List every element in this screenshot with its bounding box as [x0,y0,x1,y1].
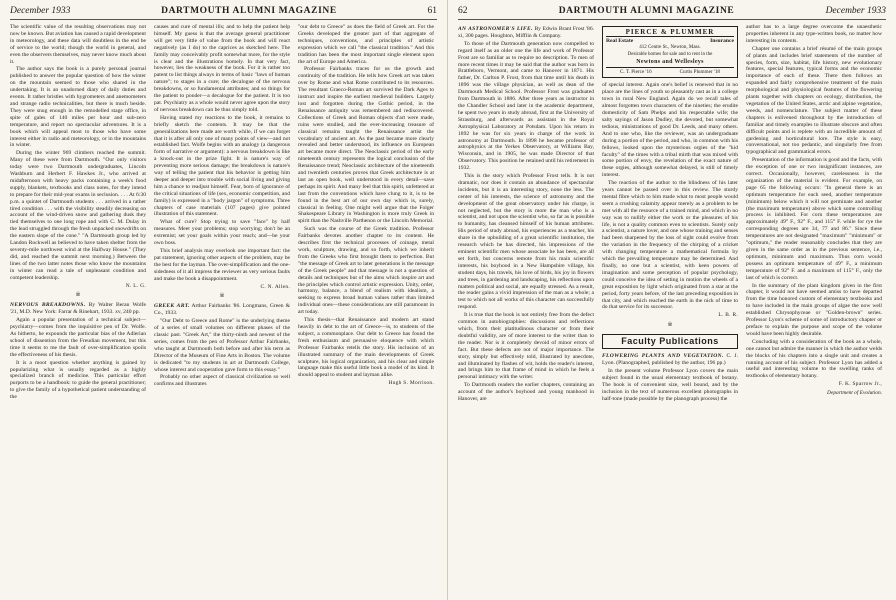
page-header-left [10,6,437,20]
paragraph: In the summary of the plant kingdom given in the first chapter, it would not have seemed amiss to have departed from the time honored custom of elementary textbooks and to have included in the main groups of algae the now well established Chrysophyceae or "Golden-brown" series. Professor Lyon's scheme of some of introductory chapter or preface to explain the purpose and scope of the volume would have been highly desirable. [746,282,882,337]
column-1 [10,24,146,594]
paragraph: This is the story which Professor Frost tells. It is not dramatic, nor does it contain an abundance of spectacular incidents, but it is an interesting story, none the less. The center of his interests, the science of astronomy and the development of the great observatory under his charge, is not neglected, but the story is more the man who is a scientist, and not upon the scientist who, so far as is possible to humanity, has cleansed himself of his human attributes. His period of study abroad, his experiences as a teacher, his share in the upbuilding of a great scientific institution, the research which he has directed, his impressions of the eminent scientific men whose associate he has been, are all set forth, but concerns remote from his main scientific interests, his boyhood in a New Hampshire village, his student days, his travels, his love of birds, his joy in flowers and trees, in gardening and landscaping, his reflections upon matters political and social, are equally stressed. As a result, the reader gains a vivid impression of the man as a whole; a test to which not all works of this character can successfully respond. [458,173,594,311]
paragraph: author has to a large degree overcome the unaesthetic properties inherent in any type-written book, no matter how interesting its contents. [746,24,882,44]
paragraph: causes and cure of mental ills; and to help the patient help himself. My guess is that the average general practitioner will get very little of value from the book and will react negatively (as I do) to the caprices as sketched here. The family may conceivably profit somewhat more, for the style is clear and the illustrations homely. In that very fact, however, lies the weakness of the book. For it is rather too patent to list things always in terms of basic "laws of human nature"; to stages in a cure; the decalogue of the nervous breakdowns, or so fundamental attributes; and so things for the patient to ponder—a decalogue for the patient. It is too pat. Psychiatry as a whole would never agree upon the story of nervous breakdown can be thus simply told. [154,24,290,113]
page-number: 61 [427,6,437,16]
header-magazine-title: DARTMOUTH ALUMNI MAGAZINE [161,6,337,16]
column-2 [154,24,290,594]
book-byline: By Walter Beran Wolfe '21, M.D. New York: Farrar & Rinehart, 1933. xv, 240 pp. [10,302,146,316]
paragraph: of special interest. Again one's belief is renewed that in no place are the lines of youth so pleasantly cast as in a college town in rural New England. Again do we recall tales of almost forgotten town characters of the nineties; the erudite domesticity of Sam Phelps and his respectable wife; the salty sayings of Jason Dudley, the devoted, but somewhat tedious, ministrations of good Dr. Leeds, and many others. And to one who, like the reviewer, was an undergraduate during a portion of the period, and who, in common with his fellows, looked upon the mysterious orgies of the "kid faculty" of the times with a tribal mirth that was mixed with some portion of envy, the revelation of the exact nature of these orgies, although somewhat delayed, is still of timely interest. [602,82,738,179]
ad-tagline: Desirable homes for sale and to rent in the [627,51,713,57]
text-columns [10,24,437,594]
header-magazine-title: DARTMOUTH ALUMNI MAGAZINE [558,6,735,16]
ad-services [606,38,734,45]
reviewer-signature: C. N. Allen. [260,283,290,290]
column-1 [458,24,594,594]
section-separator-icon: ※ [219,293,225,300]
paragraph: Chapter one contains a brief résumé of the main groups of plants and includes brief statements of the number of species, form, size, habitat, life history, new evolutionary features, special features, typical forms and the economic importance of each of these. There then follows an expanded and fairly comprehensive treatment of the main morphological and physiological features of the flowering plants together with chapters on ecology, distribution, the vegetation of the United States, arctic and alpine vegetation, weeds, and nomenclature. The subject matter of these chapters is enlivened throughout by the introduction of familiar and timely examples to illustrate obscure and often difficult points and is replete with an incredible amount of gardening and horticultural lore. The style is easy, conversational, not too pedantic, and singularly free from typographical and grammatical errors. [746,45,882,156]
reviewer-signature: Hugh S. Morrison. [388,380,434,387]
book-byline: By Edwin Brant Frost '86. xi, 300 pages. Houghton, Mifflin & Company. [458,26,594,39]
faculty-publications-heading: Faculty Publications [602,334,738,349]
paragraph: What of cure? Stop trying to save "face" by half measures. Meet your problems; stop worrying; don't be an extremist; set your goals within your reach; and—be your own boss. [154,219,290,247]
section-separator-icon: ※ [75,292,81,299]
advertisement-box [602,26,738,78]
book-title: NERVOUS BREAKDOWNS. [10,302,86,309]
page-header-right [458,6,886,20]
right-page [448,0,896,600]
book-title: AN ASTRONOMER'S LIFE. [458,26,533,32]
paragraph: Presentation of the information is good and the facts, with the exception of one or two insignificant instances, are correct. Occasionally, however, carelessness in the organization of the material is evident. For example, on page 65 the following occurs: "In general there is an optimum temperature for each seed, another temperature (minimum) below which it will not germinate and another (the maximum temperature) above which some controlling process is inhibited. For corn these temperatures are approximately 49° F., 92° F., and 115° F. while for rye the corresponding degrees are 34, 77 and 86." Since these temperatures are not designated "maximum" "minimum" or "optimum," the reader reasonably concludes that they are given in the same order as in the previous sentence, i.e., optimum, minimum and maximum. Thus corn would possess an optimum temperature of 49° F., a minimum temperature of 92° F. and a maximum of 115° F., only the last of which is correct. [746,157,882,281]
reviewer-department: Department of Evolution. [827,390,882,397]
reviewer-signature: L. B. R. [718,312,738,319]
paragraph: It is true that the book is not entirely free from the defect common in autobiographies: discussions and reflections which, from their platitudinous character or from their doubtful validity, are of more interest to the writer than to the reader. Nor is it completely devoid of minor errors of fact. But these defects are not of major importance. The story, simply but effectively told, illustrated by anecdote, and illuminated by flashes of wit, holds the reader's interest, and brings him to that frame of mind in which he feels a personal intimacy with the writer. [458,312,594,381]
review-heading [458,26,594,40]
paragraph: The author says the book is a purely personal journal published to answer the popular question of how the winter on the mountain seemed to those who shared in the undertaking. It is an unadorned diary of daily duties and events. It rather bristles with hygrometers and anemometers and strange radio technicalities, but there is much beside. They were snug enough in the remodelled stage office, in spite of gales of 140 miles per hour and sub-zero temperature, and report no spectacular adventures. It is a book which will appeal most to those who have some interest either in radio and meteorology, or in the mountains in winter. [10,66,146,149]
paragraph: The scientific value of the resulting observations may not now be known. But aviation has caused a rapid development in meteorology, and these data will doubtless in the end be of service to the world; though the world in general, and even the observers themselves, may never know much about it. [10,24,146,65]
paragraph: Probably no other aspect of classical civilization so well confirms and illustrates [154,374,290,388]
book-title: GREEK ART. [154,303,190,310]
column-3 [298,24,434,594]
paragraph: This brief analysis may overlook one important fact: the pat statement, ignoring other aspects of the problem, may be the best for the layman. The over-simplification and the one-sidedness of it all impress the reviewer as very serious faults and make the book a disappointment. [154,248,290,282]
column-3 [746,24,882,594]
ad-company-name: PIERCE & PLUMMER [606,29,734,37]
reviewer-signature: F. K. Sparrow Jr., [838,381,882,388]
paragraph: This thesis—that Renaissance and modern art stand heavily in debt to the art of Greece—is, to students of the subject, a commonplace. Our debt to Greece has found the fresh enthusiasm and persuasive eloquence with which Professor Fairbanks retells the story. His inclusion of an illustrated summary of the main developments of Greek sculpture, his logical organization, and his clear and simple language make this useful little book a model of its kind. It should appeal to student and layman alike. [298,317,434,379]
paragraph: It is a moot question whether anything is gained by popularizing what is usually regarded as a highly specialized branch of medicine. This particular effort purports to be a handbook: to guide the general practitioner; to give the family of a hypothetical patient understanding of the [10,359,146,401]
paragraph: To Dartmouth readers the earlier chapters, containing an account of the author's boyhood and young manhood in Hanover, are [458,382,594,403]
book-title: FLOWERING PLANTS AND VEGETATION. [602,353,724,360]
paragraph: Such was the course of the Greek tradition. Professor Fairbanks devotes another chapter to its content. He describes first the technical processes of coinage, metal work, sculpture, drawing, and so forth, which we inherit from the Greeks who first brought them to perfection. But "the message of Greek art to later generations is the message of the Greek people" and that message is not a question of details and techniques but of the aims which inspire art and the principles which control artistic expression. Unity, order, harmony, balance, a blend of realism with idealism, a seeking to express broad human values rather than limited individual ones—these considerations are still paramount in art today. [298,226,434,316]
section-separator-icon: ※ [667,322,673,329]
ad-service-right: Insurance [710,37,734,44]
paragraph: Again a popular presentation of a technical subject—psychiatry—comes from the inquisitive pen of Dr. Wolfe. As hitherto, he expounds the particular bias of the Adlerian school of dissention from the Freudian movement, but this time it seems to me the fault of over-simplification spoils the effectiveness of his thesis. [10,317,146,358]
paragraph: Concluding with a consideration of the book as a whole, one cannot but admire the manner in which the author welds the blocks of his chapters into a single unit and creates a running account of his subject. Professor Lyon has added a useful and interesting volume to the swelling ranks of textbooks of elementary botany. [746,338,882,380]
paragraph: The reaction of the author to the blindness of his later years cannot be passed over in this review. The sturdy mental fibre which to him made what to most people would seem a crushing calamity appear merely as a problem to be met with all the resource of a trained mind, and which in no way was to nullify either the work or the pleasures of his life, is not a quality common even to scientists. Surely only a scientist, a nature lover, and one whose training and senses had been sharpened by the loss of sight could evolve from the variation in the frequency of the chirping of a cricket with changing temperature a mathematical formula by which the prevailing temperature may be determined. And finally, no one but a scientist, with keen powers of imagination and some perception of popular psychology, could conceive the idea of setting in motion the wheels of a great exposition by light which originated from a star at the period, forty years before, of the last preceding exposition in that city, and which reached the earth in the nick of time to do that service for its successor. [602,180,738,311]
paragraph: "our debt to Greece" as does the field of Greek art. For the Greeks developed the greater part of that aggregate of techniques, conventions, and principles of artistic expression which we call "the classical tradition." And this tradition has been the most important single element upon the art of Europe and America. [298,24,434,65]
paragraph: Professor Fairbanks traces for us the growth and continuity of the tradition. He tells how Greek art was taken over by Rome and what Rome contributed to its resources. The resultant Graeco-Roman art survived the Dark Ages to instruct and inspire the earliest medieval builders. Largely lost and forgotten during the Gothic period, in the Renaissance antiquity was remembered and rediscovered. Collections of Greek and Roman objects d'art were made, ruins were studied, and the ever-increasing treasure of classical remains taught the Renaissance artist the vocabulary of ancient art. As the past became more clearly revealed and better understood, its influence on European art became more direct. The Neoclassic period of the early nineteenth century represents the logical conclusion of the Renaissance trend; Neoclassic architecture of the nineteenth and twentieth centuries proves that Greek architecture is at last an open book, well understood in every detail—save perhaps its spirit. And many feel that this spirit, unfettered at last from the conventions which have clung to it, is to be found in the best art of our own day which is, surely, classical in feeling. One might well argue that the Folger Shakespeare Library in Washington is more truly Greek in spirit than the Nashville Parthenon or the Lincoln Memorial. [298,66,434,225]
header-date: December 1933 [10,6,71,16]
book-byline: Arthur Fairbanks '86. Longmans, Green & Co., 1933. [154,303,290,317]
review-heading [154,303,290,317]
header-date: December 1933 [825,6,886,16]
reviewer-signature: N. L. G. [125,282,146,289]
ad-person: Curtis Plummer '18 [679,68,721,75]
page-number: 62 [458,6,468,16]
review-heading [10,302,146,316]
book-byline: C. J. Lyon. (Planographed, published by the author, 196 pp.) [602,353,738,366]
paragraph: "Our Debt to Greece and Rome" is the underlying theme of a series of small volumes on different phases of the classic past. "Greek Art," the thirty-ninth and newest of the series, comes from the pen of Professor Arthur Fairbanks, who taught at Dartmouth both before and after his term as Director of the Museum of Fine Arts in Boston. The volume is dedicated "to my students in art at Dartmouth College, whose interest and cooperation gave form to this essay." [154,318,290,373]
paragraph: In the present volume Professor Lyon covers the main subject found in the usual elementary textbook of botany. The book is of convenient size, well bound, and by the inclusion in the text of numerous excellent photographs in half-tone (made possible by the planograph process) the [602,367,738,402]
ad-service-left: Real Estate [606,37,634,44]
text-columns [458,24,886,594]
ad-towns: Newtons and Wellesleys [636,58,704,65]
paragraph: Having stated my reactions to the book, it remains to briefly sketch the contents. It may be that the generalizations here made are worth while, if we can forget that it is after all only one of many points of view—and not established fact. Wolfe begins with an analogy (a dangerous form of narrative or argument): a nervous breakdown is like a knock-out in the prize fight. It is nature's way of preventing more serious damage; the breakdown is nature's way of telling the patient that his behavior is getting him deeper and deeper into trouble with social living and giving him a chance to readjust himself. Fear, born of ignorance of the critical situations of life (sex, economic competition, and family) is expressed in a "body jargon" of symptoms. Three chapters of case materials (107 pages) give pointed illustration of this statement. [154,114,290,218]
ad-person: C. T. Pierce '16 [619,68,652,75]
ad-people [606,67,734,76]
paragraph: During the winter 969 climbers reached the summit. Many of these were from Dartmouth. "Our only visitors today were two Dartmouth undergraduates, Lincoln Washburn and Herbert F. Hawkes Jr., who arrived at midafternoon with heavy packs containing a week's food supply, blankets, textbooks and class notes, for they intend to prepare for their mid-year exams in seclusion. . . . At 6:30 p.m. a quintet of Dartmouth students . . . arrived in a rather tired condition . . . with the visibility steadily decreasing on account of the wind-driven snow and gathering dusk they tied themselves to one long rope and with C. M. Dulay in the lead struggled through the fresh unpacked snowdrifts on the eastern slope of the cone." "A Dartmouth group led by Landon Rockwell as believed to have taken shelter from the seventy-mile northwest wind at the Halfway House." (They did, and reached the summit next morning.) Between the lines of the two latter notes those who know the mountains in winter can read a tale of unpleasant condition and competent leadership. [10,150,146,281]
ad-address: 412 Centre St., Newton, Mass. [639,44,701,50]
column-2 [602,24,738,594]
review-heading [602,353,738,367]
paragraph: To those of the Dartmouth generation now compelled to regard itself as an older one the life and work of Professor Frost are so familiar as to require no description. To men of more recent times it may be said that the author was born in Brattleboro, Vermont, and came to Hanover in 1871. His father, Dr. Carlton P. Frost, from that time until his death in 1896 was the village physician, as well as dean of the Dartmouth Medical School. Professor Frost was graduated from Dartmouth in 1886. After three years as instructor in the Chandler School and later in the academic department, he spent two years in study abroad, first at the University of Strassburg, and afterwards as assistant in the Royal Astrophysical Laboratory at Potsdam. Upon his return in 1892 he was for six years in charge of the work in astronomy at Dartmouth. In 1898 he became professor of astrophysics at the Yerkes Observatory, at Williams Bay, Wisconsin, and in 1905, he was made Director of that Observatory. This position he retained until his retirement in 1932. [458,40,594,172]
